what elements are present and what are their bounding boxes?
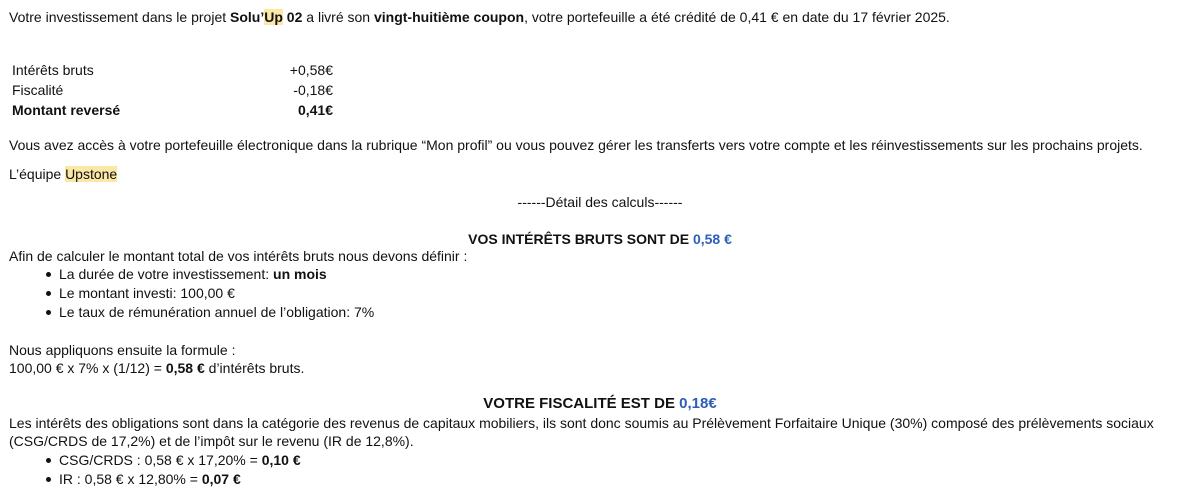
item-value: 0,07 € bbox=[201, 471, 241, 487]
company-name: Upstone bbox=[65, 166, 118, 182]
project-number: 02 bbox=[282, 9, 303, 25]
list-item bbox=[0, 470, 301, 489]
interests-amount: 0,58 € bbox=[692, 231, 732, 247]
item-label: CSG/CRDS : 0,58 € x 17,20% = bbox=[59, 452, 262, 468]
formula-result: 0,58 € bbox=[165, 360, 205, 376]
item-label: IR : 0,58 € x 12,80% = bbox=[59, 471, 202, 487]
tax-list bbox=[0, 451, 301, 489]
intro-paragraph bbox=[9, 8, 950, 26]
summary-value: -0,18€ bbox=[293, 82, 333, 98]
summary-total-row bbox=[12, 100, 333, 120]
coupon-ordinal: vingt-huitième coupon bbox=[373, 9, 525, 25]
item-label: Le taux de rémunération annuel de l’obligation: 7% bbox=[59, 304, 375, 320]
tax-heading-text: VOTRE FISCALITÉ EST DE bbox=[483, 395, 680, 412]
access-paragraph: Vous avez accès à votre portefeuille électronique dans la rubrique “Mon profil” ou vous pouvez gérer les transferts vers votre compte et les réinvestissements sur les prochains projets. bbox=[9, 137, 1143, 153]
formula bbox=[9, 359, 304, 377]
summary-label: Fiscalité bbox=[12, 82, 64, 98]
summary-value: +0,58€ bbox=[289, 62, 333, 78]
formula-expression: 100,00 € x 7% x (1/12) = bbox=[9, 360, 166, 376]
summary-total-value: 0,41€ bbox=[297, 102, 333, 118]
project-name-part: Solu’ bbox=[230, 9, 265, 25]
formula-intro: Nous appliquons ensuite la formule : bbox=[9, 342, 236, 358]
list-item bbox=[0, 303, 374, 322]
formula-suffix: d’intérêts bruts. bbox=[204, 360, 305, 376]
intro-text: Votre investissement dans le projet bbox=[9, 9, 231, 25]
signature bbox=[9, 165, 117, 183]
project-name bbox=[230, 9, 302, 25]
item-value: 0,10 € bbox=[261, 452, 301, 468]
interests-list bbox=[0, 265, 374, 322]
summary-row bbox=[12, 60, 333, 80]
summary-row bbox=[12, 80, 333, 100]
intro-text-3: , votre portefeuille a été crédité de 0,41 € en date du 17 février 2025. bbox=[524, 9, 950, 25]
interests-heading-text: VOS INTÉRÊTS BRUTS SONT DE bbox=[468, 231, 693, 247]
project-name-highlight: Up bbox=[264, 9, 283, 25]
tax-amount: 0,18€ bbox=[679, 395, 717, 412]
list-item bbox=[0, 451, 301, 470]
item-label: Le montant investi: 100,00 € bbox=[59, 285, 235, 301]
detail-title: ------Détail des calculs------ bbox=[517, 194, 683, 210]
item-label: La durée de votre investissement: bbox=[59, 266, 274, 282]
list-item bbox=[0, 265, 374, 284]
tax-paragraph: Les intérêts des obligations sont dans la catégorie des revenus de capitaux mobiliers, ils sont donc soumis au Prélèvement Forfaitaire Unique (30%) composé des prélèvements sociaux (CSG/CRDS de 17,2%) et de l’impôt sur le revenu (IR de 12,8%). bbox=[9, 415, 1154, 449]
interests-heading bbox=[0, 230, 1200, 248]
intro-text-2: a livré son bbox=[302, 9, 374, 25]
signature-prefix: L’équipe bbox=[9, 166, 66, 182]
list-item bbox=[0, 284, 374, 303]
summary-total-label: Montant reversé bbox=[12, 102, 121, 118]
summary-table bbox=[12, 60, 333, 120]
summary-label: Intérêts bruts bbox=[12, 62, 94, 78]
tax-heading bbox=[0, 395, 1200, 413]
item-value: un mois bbox=[273, 266, 327, 282]
interests-intro: Afin de calculer le montant total de vos intérêts bruts nous devons définir : bbox=[9, 248, 468, 264]
